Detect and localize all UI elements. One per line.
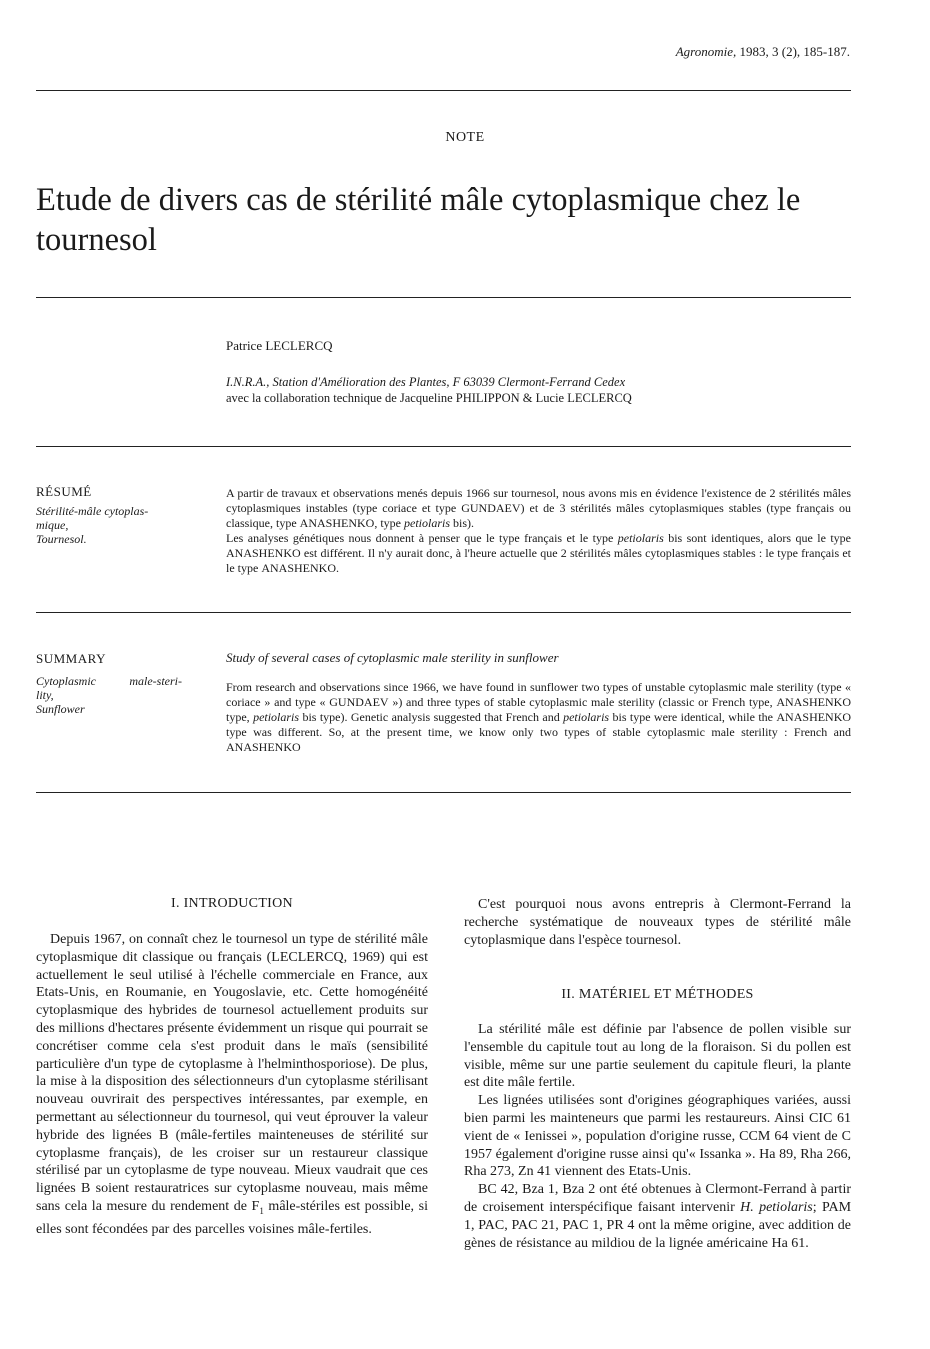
journal-volume: 1983, 3 (2), 185-187. bbox=[739, 44, 850, 59]
methods-column bbox=[464, 1021, 851, 1252]
summary-heading: SUMMARY bbox=[36, 651, 106, 666]
summary-rule bbox=[36, 792, 851, 793]
note-label: NOTE bbox=[445, 130, 485, 145]
affiliation bbox=[226, 374, 632, 406]
author-last-name: LECLERCQ bbox=[265, 338, 333, 353]
summary-text: From research and observations since 1966, we have found in sunflower two types of unstable cytoplasmic male sterility (type « coriace » and type « GUNDAEV ») and three types of stable cytoplasmic male sterility (classic or French type, ANASHENKO type, petiolaris bis type). Genetic analysis suggested that French and petiolaris bis type were identical, while the ANASHENKO type was different. So, at the present time, we know only two types of stable cytoplasmic male sterility : French and ANASHENKO bbox=[226, 680, 852, 754]
intro-paragraph-2: C'est pourquoi nous avons entrepris à Clermont-Ferrand la recherche systématique de nouveaux types de stérilité mâle cytoplasmique dans l'espèce tournesol. bbox=[464, 897, 851, 948]
resume-text bbox=[226, 486, 851, 576]
resume-rule bbox=[36, 612, 851, 613]
methods-heading: II. MATÉRIEL ET MÉTHODES bbox=[561, 987, 754, 1002]
resume-keywords: Stérilité-mâle cytoplas- mique, Tournesol. bbox=[36, 504, 149, 546]
intro-paragraph: Depuis 1967, on connaît chez le tournesol un type de stérilité mâle cytoplasmique dit classique ou français (LECLERCQ, 1969) qui est actuellement le seul utilisé à l'échelle commerciale en France, aux Etats-Unis, en Roumanie, en Yougoslavie, etc. Cette homogénéité cytoplasmique des hybrides de tournesol actuellement produits sur des millions d'hectares présente évidemment un risque qui pourrait se concrétiser comme cela s'est produit dans le maïs (sensibilité particulière d'un type de cytoplasme à l'helminthosporiose). De plus, la mise à la disposition des sélectionneurs d'un cytoplasme stérilisant nouveau ouvrirait des perspectives intéressantes, par exemple, en permettant au sélectionneur du tournesol, qui veut éprouver la valeur hybride des lignées B (mâle-fertiles mainteneuses de stérilité sur cytoplasme français), de les croiser sur un restaureur classique stérilisé par un cytoplasme de type nouveau. Mieux vaudrait que ces lignées B soient restauratrices sur cytoplasme nouveau, mais même sans cela la mesure du rendement de $F_1$ mâle-stériles est possible, si elles sont fécondées par des parcelles voisines mâle-fertiles. bbox=[36, 932, 428, 1237]
resume-paragraph: A partir de travaux et observations menés depuis 1966 sur tournesol, nous avons mis en évidence l'existence de 2 stérilités mâles cytoplasmiques instables (type coriace et type GUNDAEV) et de 3 stérilités mâles cytoplasmiques stables (type français ou classique, type ANASHENKO, type petiolaris bis). bbox=[226, 486, 852, 530]
affiliation-rule bbox=[36, 446, 851, 447]
methods-paragraph: Les lignées utilisées sont d'origines géographiques variées, aussi bien parmi les mainteneurs que parmi les restaureurs. Ainsi CIC 61 vient de « Ienissei », population d'origine russe, CCM 64 vient de C 1957 également d'origine russe ainsi qu'« Issanka ». Ha 89, Rha 266, Rha 273, Zn 41 viennent des Etats-Unis. bbox=[464, 1093, 851, 1180]
resume-heading: RÉSUMÉ bbox=[36, 484, 92, 499]
intro-heading: I. INTRODUCTION bbox=[171, 896, 293, 911]
methods-paragraph: BC 42, Bza 1, Bza 2 ont été obtenues à Clermont-Ferrand à partir de croisement interspécifique faisant intervenir H. petiolaris; PAM 1, PAC, PAC 21, PAC 1, PR 4 ont la même origine, avec addition de gènes de résistance au mildiou de la lignée américaine Ha 61. bbox=[464, 1182, 852, 1251]
author-first-name: Patrice bbox=[226, 338, 263, 353]
affiliation-collaboration: avec la collaboration technique de Jacqueline PHILIPPON & Lucie LECLERCQ bbox=[226, 391, 632, 405]
resume-paragraph: Les analyses génétiques nous donnent à penser que le type français et le type petiolaris bis sont identiques, alors que le type ANASHENKO est différent. Il n'y aurait donc, à l'heure actuelle que 2 stérilités mâles cytoplasmiques stables : le type français et le type ANASHENKO. bbox=[226, 531, 852, 575]
affiliation-institution: I.N.R.A., Station d'Amélioration des Plantes, F 63039 Clermont-Ferrand Cedex bbox=[226, 375, 626, 389]
journal-name: Agronomie, bbox=[675, 44, 737, 59]
author bbox=[226, 338, 333, 354]
intro-column bbox=[36, 931, 428, 1238]
article-title: Etude de divers cas de stérilité mâle cytoplasmique chez le tournesol bbox=[36, 182, 801, 258]
summary-keywords: Cytoplasmic male-steri- lity, Sunflower bbox=[36, 674, 182, 716]
title-rule bbox=[36, 297, 851, 298]
intro-continuation bbox=[464, 896, 851, 949]
summary-title: Study of several cases of cytoplasmic male sterility in sunflower bbox=[226, 650, 559, 665]
journal-citation bbox=[676, 44, 850, 60]
header-rule bbox=[36, 90, 851, 91]
methods-paragraph: La stérilité mâle est définie par l'absence de pollen visible sur l'ensemble du capitule tout au long de la floraison. Si du pollen est visible, même sur une partie seulement du capitule fleuri, la plante est dite mâle fertile. bbox=[464, 1022, 851, 1091]
